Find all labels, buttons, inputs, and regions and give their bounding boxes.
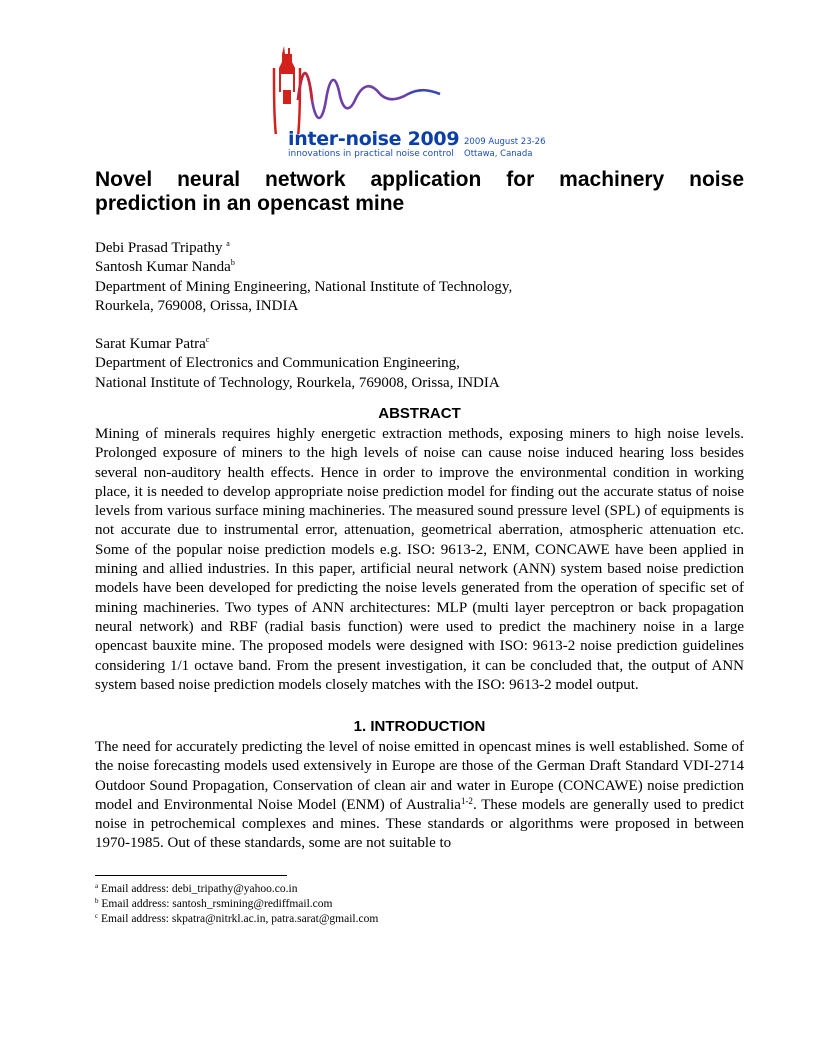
author-2: Santosh Kumar Nanda$^b$ — [95, 258, 235, 276]
affiliation-1-line-1: Department of Mining Engineering, National Institute of Technology, — [95, 278, 513, 295]
abstract-text: Mining of minerals requires highly energetic extraction methods, exposing miners to high noise levels. Prolonged exposure of miners to the high levels of noise can cause noise induced hearing loss besides several non-auditory health effects. Hence in order to improve the environmental condition in working place, it is needed to develop appropriate noise prediction model for finding out the accurate status of noise levels from various surface mining machineries. The measured sound pressure level (SPL) of equipments is not accurate due to instrumental error, attenuation, geometrical aberration, atmospheric attenuation etc. Some of the popular noise prediction models e.g. ISO: 9613-2, ENM, CONCAWE have been applied in mining and allied industries. In this paper, artificial neural network (ANN) system based noise prediction models have been developed for predicting the noise levels generated from the operation of specific set of mining machineries. Two types of ANN architectures: MLP (multi layer perceptron or back propagation neural network) and RBF (radial basis function) were used to predict the machinery noise in a large opencast bauxite mine. The proposed models were designed with ISO: 9613-2 noise prediction guidelines considering 1/1 octave band. From the present investigation, it can be concluded that, the output of ANN system based noise prediction models closely matches with the ISO: 9613-2 model output. — [95, 426, 744, 693]
footnote-a: $^a$ Email address: debi_tripathy@yahoo.co.in — [95, 882, 298, 895]
footnote-c: $^c$ Email address: skpatra@nitrkl.ac.in, patra.sarat@gmail.com — [95, 912, 379, 925]
abstract-heading: ABSTRACT — [378, 405, 461, 422]
logo-title: inter-noise 2009 — [288, 128, 460, 150]
affiliation-2-line-2: National Institute of Technology, Rourkela, 769008, Orissa, INDIA — [95, 374, 500, 391]
footnote-b: $^b$ Email address: santosh_rsmining@rediffmail.com — [95, 897, 333, 910]
footnotes — [95, 882, 744, 927]
author-mark: b — [230, 258, 235, 268]
author-mark: c — [205, 335, 210, 345]
logo-date: 2009 August 23-26 — [464, 137, 546, 147]
conference-logo — [268, 44, 568, 162]
introduction-text: The need for accurately predicting the level of noise emitted in opencast mines is well established. Some of the noise forecasting models used extensively in Europe are those of the German Draft Standard VDI-2714 Outdoor Sound Propagation, Conservation of clean air and water in Europe (CONCAWE) noise prediction model and Environmental Noise Model (ENM) of Australia$^{1-2}$. These models are generally used to predict noise in petrochemical complexes and mines. These standards or algorithms were proposed in between 1970-1985. Out of these standards, some are not suitable to — [95, 739, 744, 852]
tower-and-waveform-logo-icon — [268, 44, 568, 134]
citation-ref: 1-2 — [460, 795, 473, 806]
title-line-1: Novel neural network application for machinery noise — [95, 168, 744, 191]
author-mark: a — [226, 239, 230, 248]
paper-title — [95, 168, 744, 216]
author-3: Sarat Kumar Patra$^c$ — [95, 335, 210, 353]
affiliation-1-line-2: Rourkela, 769008, Orissa, INDIA — [95, 297, 299, 314]
affiliation-2-line-1: Department of Electronics and Communication Engineering, — [95, 355, 460, 372]
logo-place: Ottawa, Canada — [464, 149, 533, 159]
introduction-heading: 1. INTRODUCTION — [353, 718, 486, 735]
title-line-2: prediction in an opencast mine — [95, 192, 405, 215]
author-1: Debi Prasad Tripathy $^a$ — [95, 239, 230, 256]
logo-subtitle: innovations in practical noise control — [288, 149, 454, 159]
author-block — [95, 239, 744, 393]
footnote-divider — [95, 875, 287, 876]
